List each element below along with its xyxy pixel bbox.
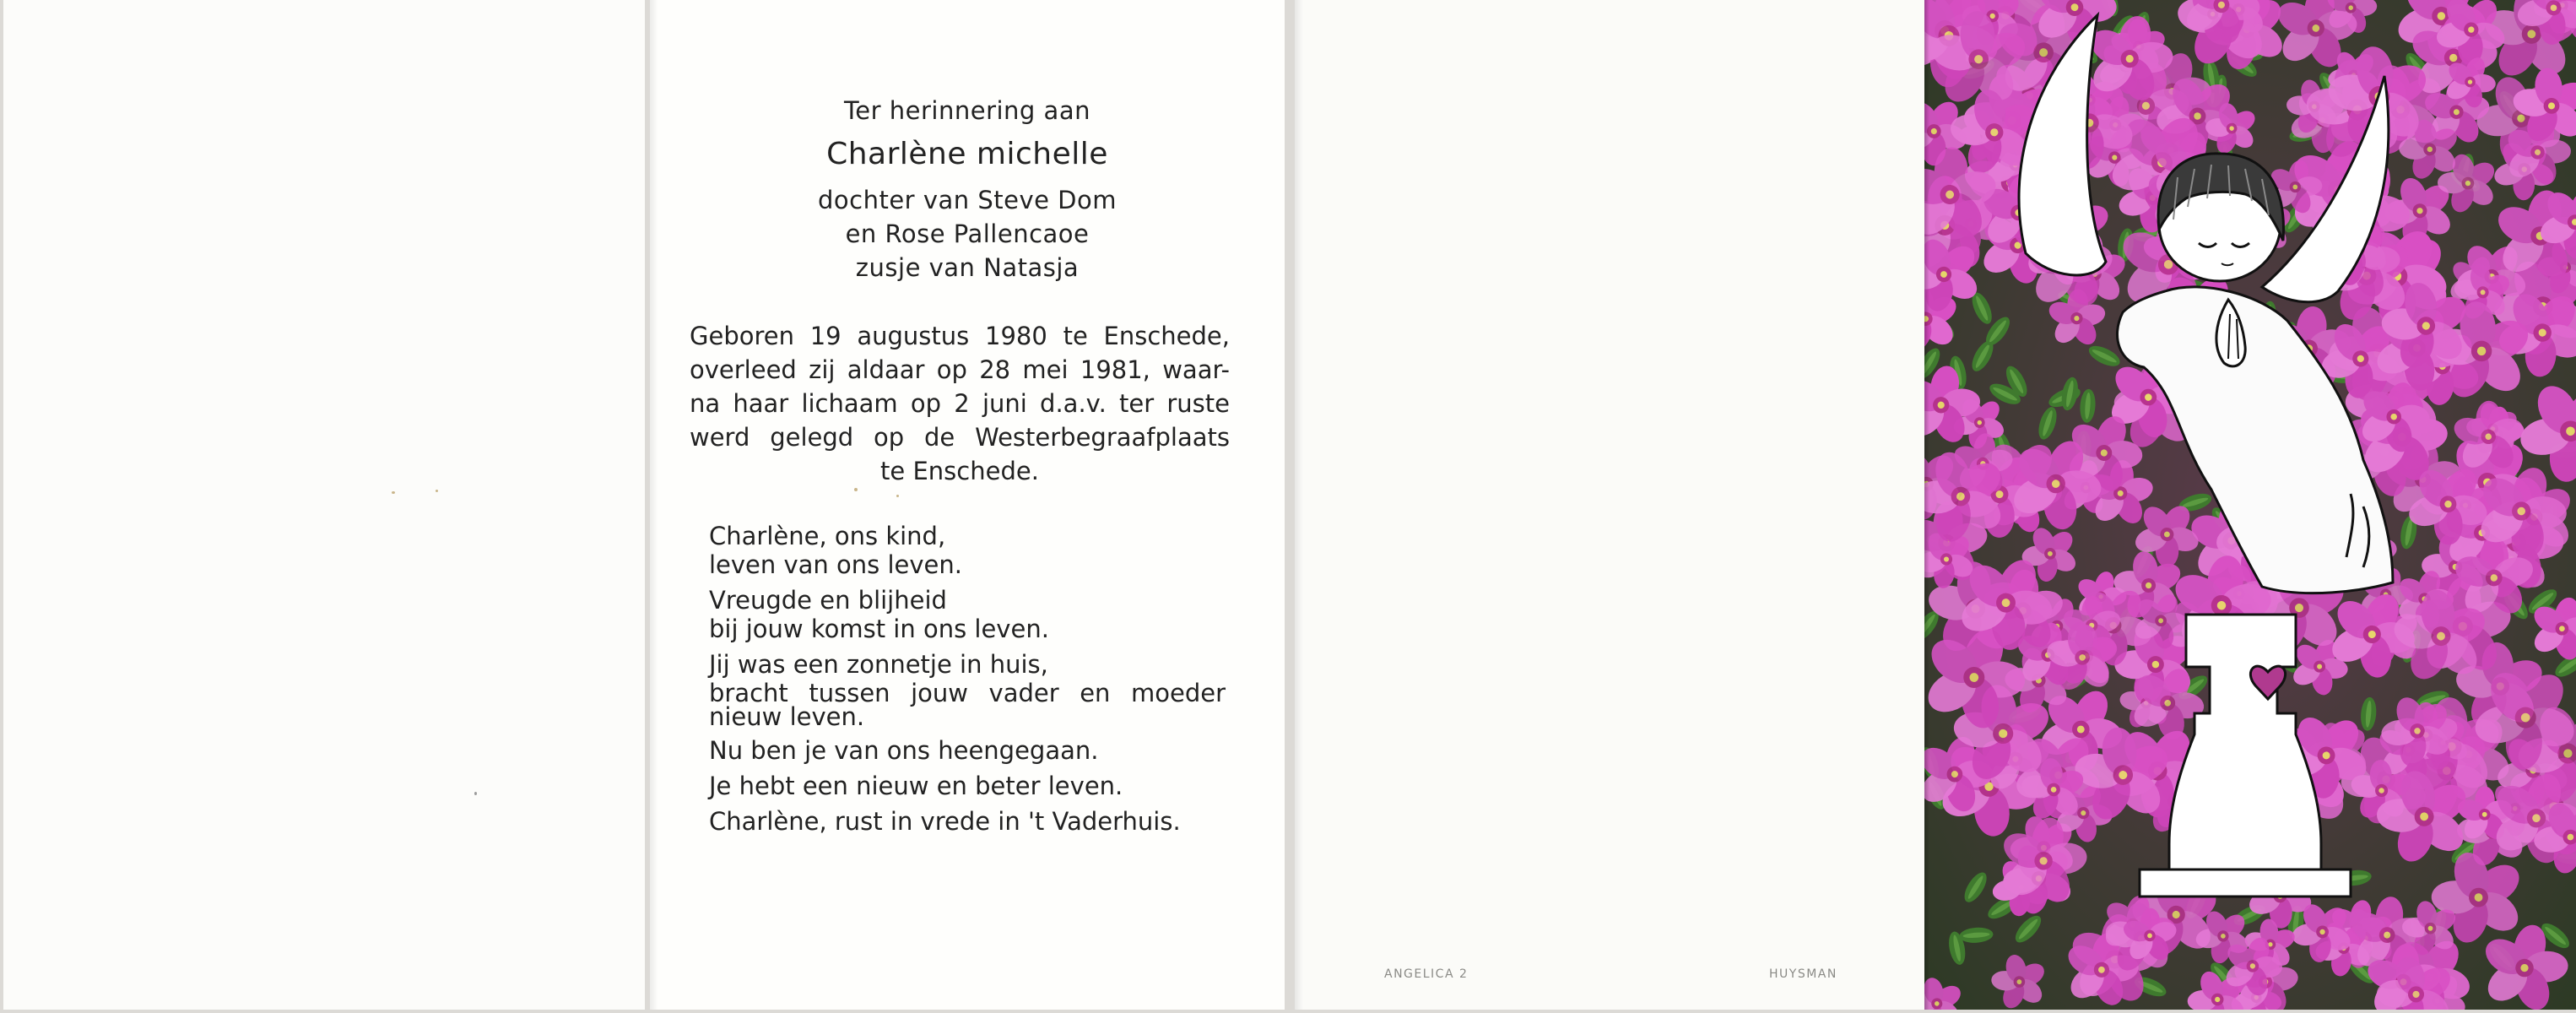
poem-line: leven van ons leven.	[709, 550, 962, 579]
bio-line: Geboren 19 augustus 1980 te Enschede,	[690, 322, 1230, 350]
fold-shadow	[1295, 0, 1303, 1010]
poem-line: Nu ben je van ons heengegaan.	[709, 736, 1099, 765]
series-imprint: ANGELICA 2	[1384, 967, 1469, 981]
parents-line-1: dochter van Steve Dom	[817, 186, 1118, 214]
sibling-line: zusje van Natasja	[855, 253, 1080, 282]
poem-line: Charlène, rust in vrede in 't Vaderhuis.	[709, 807, 1181, 836]
poem	[709, 522, 1226, 836]
poem-line: Charlène, ons kind,	[709, 522, 946, 550]
paper-speck	[392, 491, 395, 494]
poem-line: bij jouw komst in ons leven.	[709, 615, 1049, 643]
bio-line: overleed zij aldaar op 28 mei 1981, waar-	[690, 355, 1230, 384]
intro-line: Ter herinnering aan	[844, 96, 1090, 125]
cover-edge-shadow	[1924, 0, 1929, 1010]
bio-line: te Enschede.	[880, 457, 1039, 485]
bio-line: na haar lichaam op 2 juni d.a.v. ter ruste	[690, 389, 1230, 418]
poem-line: nieuw leven.	[709, 702, 865, 731]
blank-back-panel	[1295, 0, 1924, 1010]
printer-imprint: HUYSMAN	[1769, 967, 1837, 981]
front-cover-artwork	[1924, 0, 2576, 1010]
paper-speck	[854, 488, 858, 491]
poem-line: Jij was een zonnetje in huis,	[709, 650, 1048, 679]
poem-line: bracht tussen jouw vader en moeder	[709, 679, 1226, 707]
paper-speck	[436, 490, 438, 492]
blank-left-panel	[3, 0, 645, 1010]
paper-speck	[474, 792, 477, 795]
bio-line: werd gelegd op de Westerbegraafplaats	[690, 423, 1230, 452]
poem-line: Je hebt een nieuw en beter leven.	[709, 772, 1123, 800]
flower-field-illustration	[1924, 0, 2576, 1010]
deceased-name: Charlène michelle	[826, 137, 1108, 171]
poem-line: Vreugde en blijheid	[709, 586, 947, 615]
parents-line-2: en Rose Pallencaoe	[845, 219, 1090, 248]
paper-speck	[896, 495, 899, 497]
biography	[690, 319, 1230, 488]
memorial-text-panel	[650, 0, 1285, 1010]
